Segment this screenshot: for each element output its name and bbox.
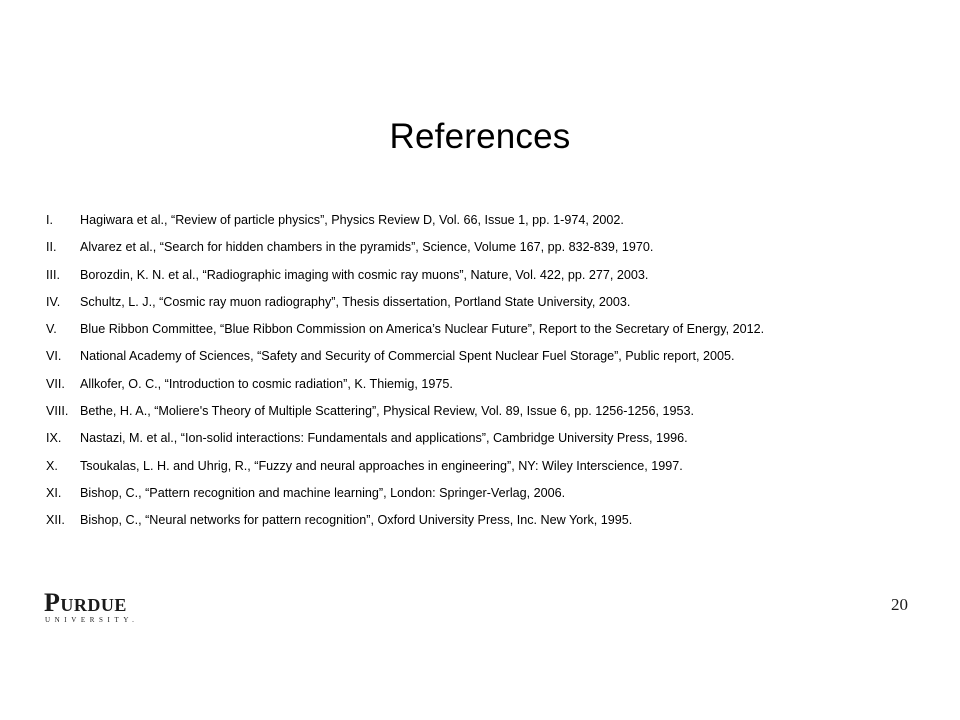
reference-item (46, 289, 926, 316)
reference-text: Allkofer, O. C., “Introduction to cosmic radiation”, K. Thiemig, 1975. (80, 376, 453, 391)
reference-number: XII. (46, 513, 65, 528)
reference-number: II. (46, 240, 57, 255)
reference-number: III. (46, 267, 60, 282)
reference-text: Bishop, C., “Pattern recognition and machine learning”, London: Springer-Verlag, 2006. (80, 485, 566, 500)
reference-item (46, 316, 926, 343)
reference-text: Bethe, H. A., “Moliere's Theory of Multiple Scattering”, Physical Review, Vol. 89, Issue 6, pp. 1256-1256, 1953. (80, 404, 694, 419)
reference-list (46, 207, 926, 535)
logo-wordmark: Purdue (44, 588, 127, 617)
reference-item (46, 234, 926, 261)
reference-item (46, 480, 926, 507)
reference-item (46, 453, 926, 480)
reference-text: Tsoukalas, L. H. and Uhrig, R., “Fuzzy and neural approaches in engineering”, NY: Wiley Interscience, 1997. (80, 458, 683, 473)
purdue-logo (44, 589, 154, 629)
reference-item (46, 371, 926, 398)
reference-number: XI. (46, 485, 62, 500)
reference-number: IX. (46, 431, 62, 446)
reference-item (46, 262, 926, 289)
reference-text: Nastazi, M. et al., “Ion-solid interactions: Fundamentals and applications”, Cambridge University Press, 1996. (80, 431, 688, 446)
reference-number: VIII. (46, 404, 69, 419)
reference-item (46, 343, 926, 370)
reference-text: Blue Ribbon Committee, “Blue Ribbon Commission on America’s Nuclear Future”, Report to the Secretary of Energy, 2012. (80, 322, 765, 337)
reference-text: Schultz, L. J., “Cosmic ray muon radiography”, Thesis dissertation, Portland State University, 2003. (80, 294, 631, 309)
reference-number: I. (46, 213, 53, 227)
reference-text: National Academy of Sciences, “Safety and Security of Commercial Spent Nuclear Fuel Storage”, Public report, 2005. (80, 349, 735, 364)
reference-number: X. (46, 458, 58, 473)
reference-number: VI. (46, 349, 62, 364)
reference-number: IV. (46, 294, 61, 309)
reference-number: V. (46, 322, 57, 337)
reference-text: Borozdin, K. N. et al., “Radiographic imaging with cosmic ray muons”, Nature, Vol. 422, pp. 277, 2003. (80, 267, 649, 282)
reference-text: Hagiwara et al., “Review of particle physics”, Physics Review D, Vol. 66, Issue 1, pp. 1-974, 2002. (80, 213, 624, 227)
reference-text: Bishop, C., “Neural networks for pattern recognition”, Oxford University Press, Inc. New York, 1995. (80, 513, 633, 528)
reference-item (46, 425, 926, 452)
logo-subtitle: UNIVERSITY. (45, 616, 139, 624)
reference-item (46, 507, 926, 534)
page-number: 20 (891, 595, 908, 614)
slide-title: References (389, 117, 571, 156)
reference-text: Alvarez et al., “Search for hidden chambers in the pyramids”, Science, Volume 167, pp. 832-839, 1970. (80, 240, 654, 255)
reference-item (46, 207, 926, 234)
reference-number: VII. (46, 376, 65, 391)
reference-item (46, 398, 926, 425)
